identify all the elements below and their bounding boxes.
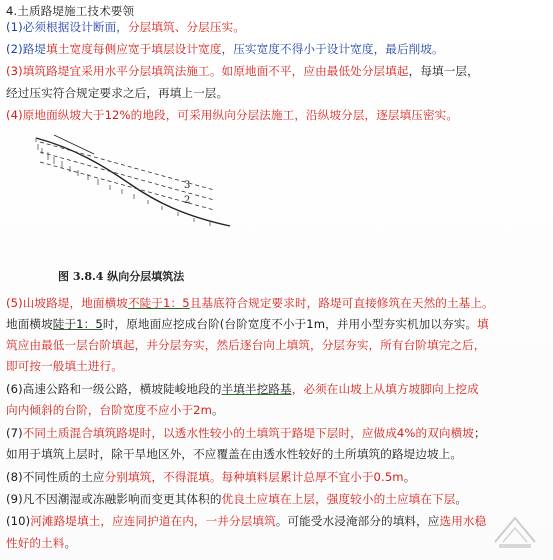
longitudinal-layer-diagram	[34, 130, 234, 230]
p5-l1-a: (5)山坡路堤，地面横坡	[6, 296, 128, 310]
p9-d: 。	[455, 492, 468, 506]
paragraph-3-line-2: 经过压实符合规定要求之后，再填上一层。	[6, 86, 229, 100]
p5-l1-b: 不陡于1：5	[127, 296, 190, 310]
p9-a: (9)凡不因潮湿或冻融影响而变更其体积的	[6, 492, 222, 506]
p10-l1-d: 选用水稳	[439, 514, 487, 528]
p9-c: ，强度较小的土应填在下层	[315, 492, 456, 506]
p3-highlight: (3)填筑路堤宜采用水平分层填筑法施工。如原地面不平，应由最低处分层填起	[6, 64, 409, 78]
paragraph-3-line-1	[6, 64, 549, 79]
p6-l2-b: 。	[211, 403, 224, 417]
p5-l2-b: 陡于1：5	[52, 317, 103, 331]
ground-slope-line	[36, 138, 230, 226]
figure-label-2: 2	[184, 195, 191, 206]
paragraph-7-line-1	[6, 426, 549, 441]
p8-c: 。	[403, 470, 416, 484]
paragraph-2	[6, 42, 549, 57]
figure-caption: 图 3.8.4 纵向分层填筑法	[58, 270, 185, 283]
p3-text-b: ，每填一层，	[408, 64, 479, 78]
p1-highlight: 分层填筑、分层压实。	[127, 20, 245, 34]
p6-l2-a: 向内倾斜的台阶，台阶宽度不应小于2m	[6, 403, 212, 417]
paragraph-5-line-4: 即可按一般填土进行。	[6, 359, 123, 373]
p8-b: 分别填筑，不得混填。每种填料层累计总厚不宜小于0.5m	[104, 470, 404, 484]
paragraph-10-line-2	[6, 536, 549, 551]
paragraph-9	[6, 492, 549, 507]
p6-l1-a: (6)高速公路和一级公路，横坡陡峻地段的	[6, 382, 222, 396]
p7-l1-c: ；	[474, 426, 486, 440]
p7-l1-a: (7)	[6, 426, 23, 440]
p2-highlight: 填土宽度每侧应宽于填层设计宽度	[46, 42, 222, 56]
p1-text: (1)必须根据设计断面，	[6, 20, 128, 34]
p10-l2-b: 。	[64, 536, 77, 550]
p5-l2-c: 时，原地面应挖成台阶(台阶宽度不小于1m，并用小型夯实机加以夯实。	[102, 317, 478, 331]
paragraph-4: (4)原地面纵坡大于12%的地段，可采用纵向分层法施工，沿纵坡分层，逐层填压密实。	[6, 108, 459, 122]
paragraph-6-line-2	[6, 403, 549, 418]
logo-watermark-icon	[485, 512, 545, 554]
paragraph-7-line-2: 如用于填筑上层时，除干旱地区外，不应覆盖在由透水性较好的土所填筑的路堤边坡上。	[6, 447, 463, 461]
figure-label-3: 3	[184, 180, 191, 191]
p10-l1-a: (10)	[6, 514, 31, 528]
paragraph-6-line-1	[6, 382, 549, 397]
p2-text-c: ，压实宽度不得小于设计宽度，最后削坡。	[221, 42, 444, 56]
paragraph-5-line-3: 筑应由最低一层台阶填起，并分层夯实，然后逐台向上填筑，分层夯实，所有台阶填完之后，	[6, 338, 486, 352]
p6-l1-b: 半填半挖路基	[221, 382, 292, 396]
paragraph-1	[6, 20, 549, 35]
p7-l1-b: 不同土质混合填筑路堤时，以透水性较小的土填筑于路堤下层时，应做成4%的双向横坡	[22, 426, 474, 440]
paragraph-10-line-1	[6, 514, 549, 529]
p5-l2-d: 填	[477, 317, 489, 331]
paragraph-5-line-1	[6, 296, 549, 311]
p5-l2-a: 地面横坡	[6, 317, 53, 331]
p9-b: 优良土应填在上层	[221, 492, 316, 506]
p2-text-a: (2)路堤	[6, 42, 47, 56]
paragraph-5-line-2	[6, 317, 549, 332]
paragraph-8	[6, 470, 549, 485]
section-heading: 4.土质路堤施工技术要领	[6, 4, 135, 18]
p8-a: (8)不同性质的土应	[6, 470, 105, 484]
p10-l1-b: 河滩路堤填土，应连同护道在内，一并分层填筑	[30, 514, 276, 528]
p10-l2-a: 性好的土料	[6, 536, 65, 550]
p6-l1-c: ，必须在山坡上从填方坡脚向上挖成	[291, 382, 479, 396]
layer-line-2	[40, 152, 214, 200]
p5-l1-c: 且基底符合规定要求时，路堤可直接修筑在天然的土基上。	[189, 296, 494, 310]
p10-l1-c: 。可能受水浸淹部分的填料，应	[275, 514, 440, 528]
